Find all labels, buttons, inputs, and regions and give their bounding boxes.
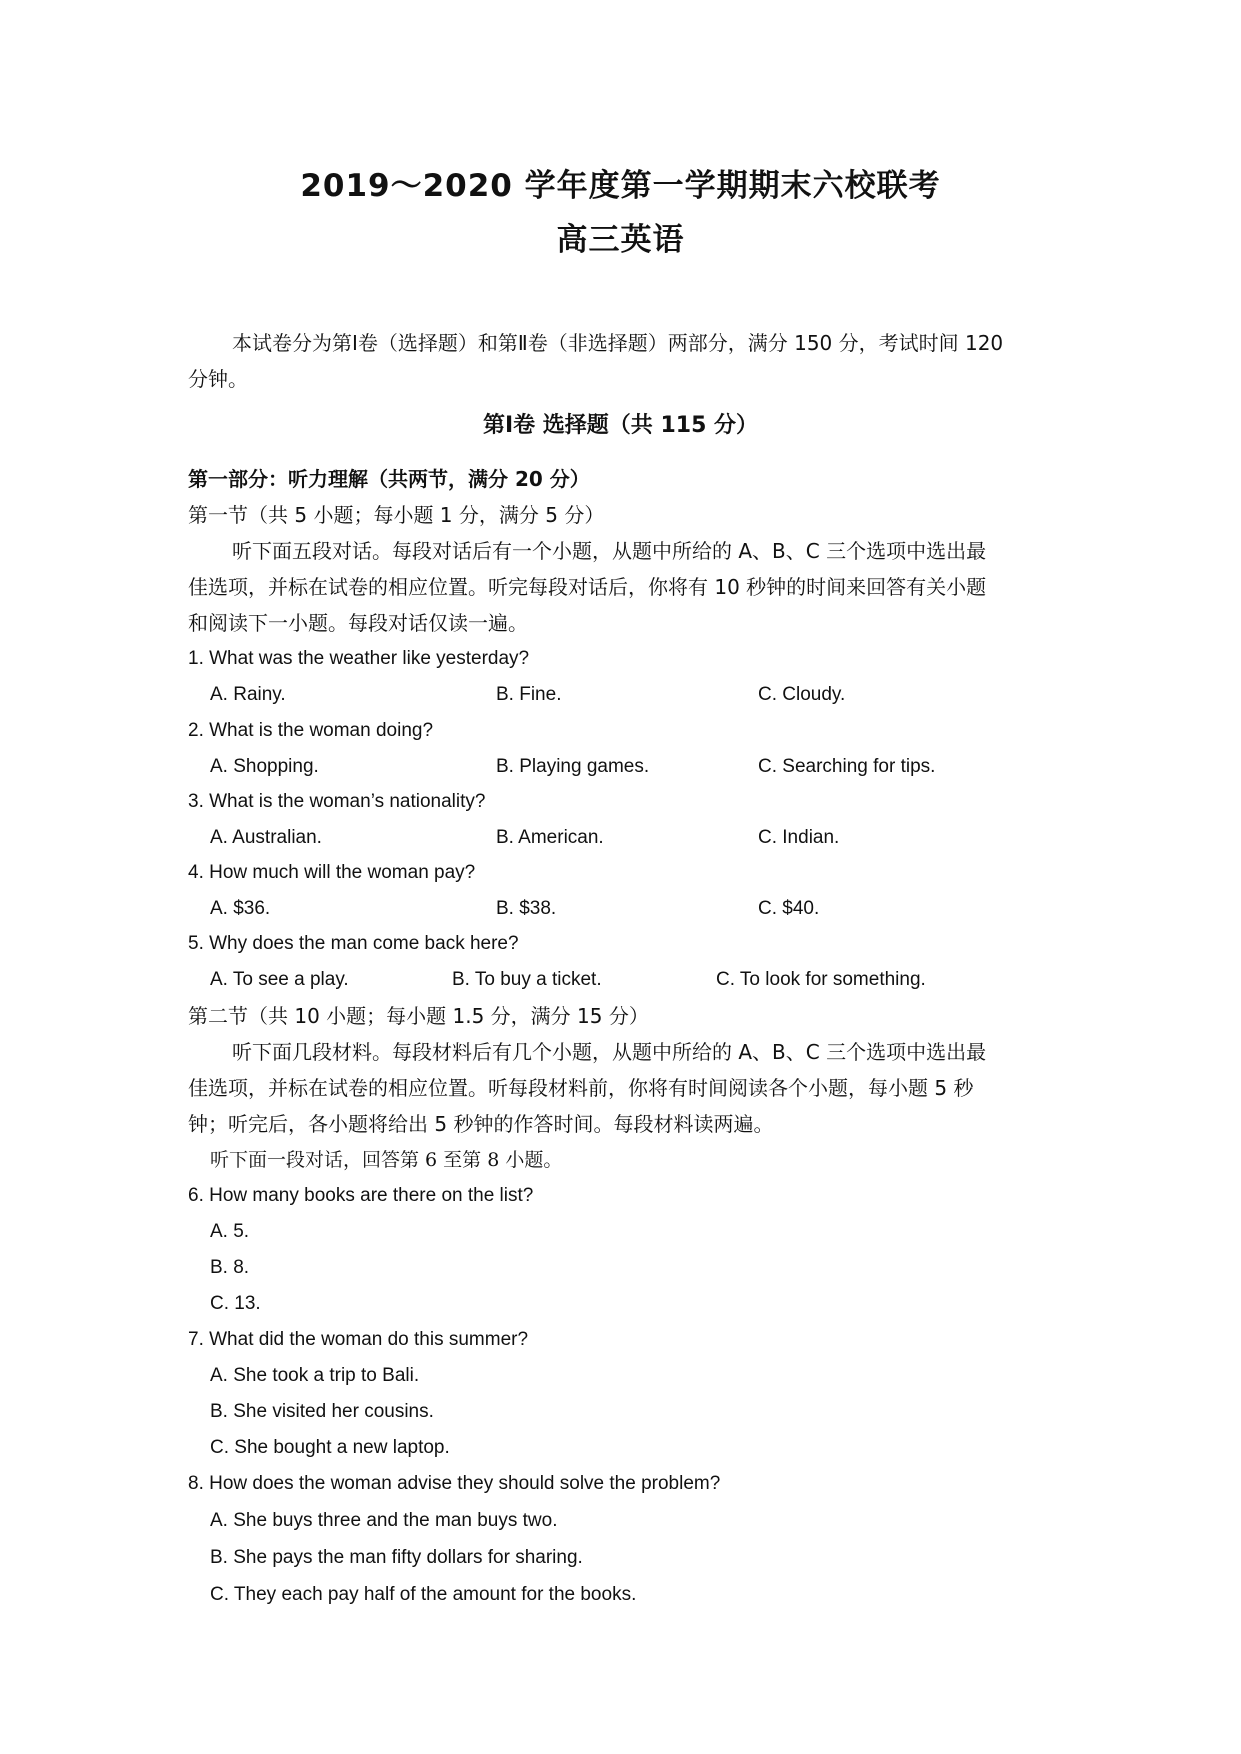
question-8-option-c: C. They each pay half of the amount for the books. bbox=[210, 1584, 637, 1605]
section2-instruction-3: 钟；听完后，各小题将给出 5 秒钟的作答时间。每段材料读两遍。 bbox=[188, 1112, 774, 1136]
section2-instruction-1: 听下面几段材料。每段材料后有几个小题，从题中所给的 A、B、C 三个选项中选出最 bbox=[232, 1040, 987, 1064]
question-5: 5. Why does the man come back here? bbox=[188, 933, 519, 954]
question-8-option-a: A. She buys three and the man buys two. bbox=[210, 1510, 558, 1531]
question-7: 7. What did the woman do this summer? bbox=[188, 1329, 529, 1350]
question-2: 2. What is the woman doing? bbox=[188, 720, 434, 741]
question-3: 3. What is the woman’s nationality? bbox=[188, 791, 486, 812]
question-2-option-b: B. Playing games. bbox=[496, 756, 650, 777]
volume1-heading: 第Ⅰ卷 选择题（共 115 分） bbox=[482, 413, 759, 438]
question-3-option-c: C. Indian. bbox=[758, 827, 840, 848]
section2-instruction-2: 佳选项，并标在试卷的相应位置。听每段材料前，你将有时间阅读各个小题，每小题 5 秒 bbox=[188, 1076, 974, 1100]
intro-line-2: 分钟。 bbox=[188, 367, 248, 391]
section1-heading: 第一节（共 5 小题；每小题 1 分，满分 5 分） bbox=[188, 503, 605, 527]
question-8: 8. How does the woman advise they should solve the problem? bbox=[188, 1473, 721, 1494]
intro-line-1: 本试卷分为第Ⅰ卷（选择题）和第Ⅱ卷（非选择题）两部分，满分 150 分，考试时间 120 bbox=[232, 331, 1004, 355]
question-1-option-b: B. Fine. bbox=[496, 684, 562, 705]
question-5-option-a: A. To see a play. bbox=[210, 969, 349, 990]
exam-subtitle: 高三英语 bbox=[556, 222, 685, 258]
question-6-option-b: B. 8. bbox=[210, 1257, 250, 1278]
question-4-option-b: B. $38. bbox=[496, 898, 557, 919]
question-7-option-a: A. She took a trip to Bali. bbox=[210, 1365, 420, 1386]
question-4: 4. How much will the woman pay? bbox=[188, 862, 476, 883]
section1-instruction-2: 佳选项，并标在试卷的相应位置。听完每段对话后，你将有 10 秒钟的时间来回答有关小题 bbox=[188, 575, 987, 599]
section1-instruction-3: 和阅读下一小题。每段对话仅读一遍。 bbox=[188, 611, 528, 635]
question-7-option-c: C. She bought a new laptop. bbox=[210, 1437, 450, 1458]
question-5-option-c: C. To look for something. bbox=[716, 969, 926, 990]
exam-title: 2019～2020 学年度第一学期期末六校联考 bbox=[300, 168, 941, 204]
question-6: 6. How many books are there on the list? bbox=[188, 1185, 534, 1206]
question-6-option-a: A. 5. bbox=[210, 1221, 250, 1242]
question-2-option-c: C. Searching for tips. bbox=[758, 756, 936, 777]
question-8-option-b: B. She pays the man fifty dollars for sharing. bbox=[210, 1547, 583, 1568]
question-6-option-c: C. 13. bbox=[210, 1293, 261, 1314]
part1-heading: 第一部分：听力理解（共两节，满分 20 分） bbox=[188, 467, 590, 491]
question-7-option-b: B. She visited her cousins. bbox=[210, 1401, 434, 1422]
question-4-option-a: A. $36. bbox=[210, 898, 271, 919]
question-2-option-a: A. Shopping. bbox=[210, 756, 319, 777]
question-1-option-a: A. Rainy. bbox=[210, 684, 286, 705]
section1-instruction-1: 听下面五段对话。每段对话后有一个小题，从题中所给的 A、B、C 三个选项中选出最 bbox=[232, 539, 987, 563]
question-1-option-c: C. Cloudy. bbox=[758, 684, 846, 705]
question-1: 1. What was the weather like yesterday? bbox=[188, 648, 530, 669]
question-3-option-b: B. American. bbox=[496, 827, 604, 848]
group-intro: 听下面一段对话，回答第 6 至第 8 小题。 bbox=[210, 1149, 563, 1171]
question-5-option-b: B. To buy a ticket. bbox=[452, 969, 602, 990]
question-3-option-a: A. Australian. bbox=[210, 827, 322, 848]
section2-heading: 第二节（共 10 小题；每小题 1.5 分，满分 15 分） bbox=[188, 1004, 649, 1028]
question-4-option-c: C. $40. bbox=[758, 898, 820, 919]
